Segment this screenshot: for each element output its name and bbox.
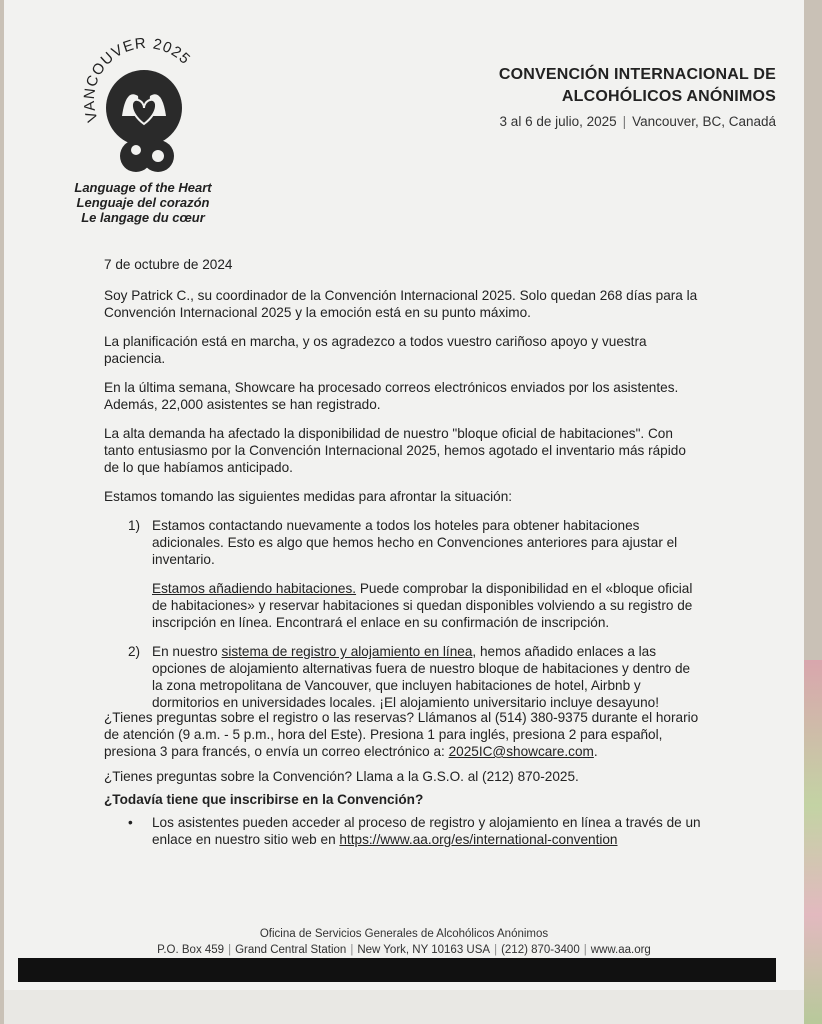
item1-subtext: [152, 580, 704, 631]
letter-date: 7 de octubre de 2024: [104, 257, 233, 272]
list-item: [104, 643, 704, 711]
register-bullets: [104, 814, 704, 848]
paragraph-register-heading: ¿Todavía tiene que inscribirse en la Convención?: [104, 792, 424, 807]
paragraph-measures: Estamos tomando las siguientes medidas para afrontar la situación:: [104, 489, 513, 504]
footer-website-link[interactable]: www.aa.org: [590, 944, 651, 956]
convention-dates-location: 3 al 6 de julio, 2025 | Vancouver, BC, Canadá: [499, 114, 776, 129]
tablecloth-background: [804, 660, 822, 1024]
convention-title-line2: ALCOHÓLICOS ANÓNIMOS: [561, 88, 776, 105]
paragraph-showcare: En la última semana, Showcare ha procesado correos electrónicos enviados por los asistentes. Además, 22,000 asistentes se han registrado.: [104, 380, 679, 412]
letter-header: [499, 64, 776, 129]
paragraph-questions-registration: ¿Tienes preguntas sobre el registro o las reservas? Llámanos al (514) 380-9375 durante el horario de atención (9 a.m. - 5 p.m., hora del Este). Presiona 1 para inglés, presiona 2 para español, presiona 3 para francés, o envía un correo electrónico a: 2025IC@showcare.com.: [104, 710, 699, 759]
letter-footer: [4, 926, 804, 958]
item1-subtext-rest: Puede comprobar la disponibilidad en el «bloque oficial de habitaciones» y reservar habitaciones si quedan disponibles volviendo a su registro de inscripción en línea. Encontrará el enlace en su confirmación de inscripción.: [152, 581, 693, 630]
convention-dates: 3 al 6 de julio, 2025: [499, 114, 617, 129]
registration-system-link[interactable]: sistema de registro y alojamiento en línea: [221, 644, 473, 659]
paragraph-intro: Soy Patrick C., su coordinador de la Convención Internacional 2025. Solo quedan 268 días para la Convención Internacional 2025 y la emoción está en su punto máximo.: [104, 288, 698, 320]
list-item: • Los asistentes pueden acceder al proceso de registro y alojamiento en línea a través de un enlace en nuestro sitio web en https://www.aa.org/es/international-convention: [128, 815, 701, 847]
vancouver-2025-logo-graphic: [76, 38, 216, 178]
footer-black-bar: [18, 958, 776, 982]
convention-title-line1: CONVENCIÓN INTERNACIONAL DE: [498, 66, 776, 83]
logo-arc-text: VANCOUVER 2025: [80, 38, 194, 124]
email-link[interactable]: 2025IC@showcare.com: [448, 744, 594, 759]
website-link[interactable]: https://www.aa.org/es/international-convention: [339, 832, 618, 847]
tagline-french: Le langage du cœur: [81, 210, 205, 225]
paragraph-planning: La planificación está en marcha, y os agradezco a todos vuestro cariñoso apoyo y vuestra paciencia.: [104, 334, 647, 366]
list-item: [104, 517, 704, 631]
list-number: 2): [128, 644, 141, 659]
convention-location: Vancouver, BC, Canadá: [632, 114, 776, 129]
paper-bottom-edge: [4, 990, 804, 1024]
tagline-english: Language of the Heart: [74, 180, 212, 195]
list-number: 1): [128, 518, 141, 533]
item2-text: En nuestro sistema de registro y alojamiento en línea, hemos añadido enlaces a las opciones de alojamiento alternativas fuera de nuestro bloque de habitaciones y dentro de la zona metropolitana de Vancouver, que incluyen habitaciones de hotel, Airbnb y dormitorios en universidades locales. ¡El alojamiento universitario incluye desayuno!: [152, 644, 691, 710]
paragraph-demand: La alta demanda ha afectado la disponibilidad de nuestro "bloque oficial de habitaciones". Con tanto entusiasmo por la Convención Internacional 2025, hemos agotado el inventario más rápido de lo que habíamos anticipado.: [104, 426, 686, 475]
adding-rooms-label: Estamos añadiendo habitaciones.: [152, 581, 357, 596]
footer-address: P.O. Box 459 | Grand Central Station | New York, NY 10163 USA | (212) 870-3400 | www.aa.org: [157, 944, 651, 956]
item1-text: Estamos contactando nuevamente a todos los hoteles para obtener habitaciones adicionales. Esto es algo que hemos hecho en Convenciones anteriores para ajustar el inventario.: [152, 518, 678, 567]
measures-list: [104, 517, 704, 711]
convention-logo: [64, 38, 224, 225]
tagline-spanish: Lenguaje del corazón: [76, 195, 210, 210]
footer-office: Oficina de Servicios Generales de Alcohólicos Anónimos: [259, 928, 549, 940]
letter-body: [104, 256, 704, 848]
paragraph-questions-convention: ¿Tienes preguntas sobre la Convención? Llama a la G.S.O. al (212) 870-2025.: [104, 769, 579, 784]
letter-page: [4, 0, 804, 1024]
bullet-icon: •: [128, 815, 133, 830]
logo-taglines: [58, 180, 228, 225]
